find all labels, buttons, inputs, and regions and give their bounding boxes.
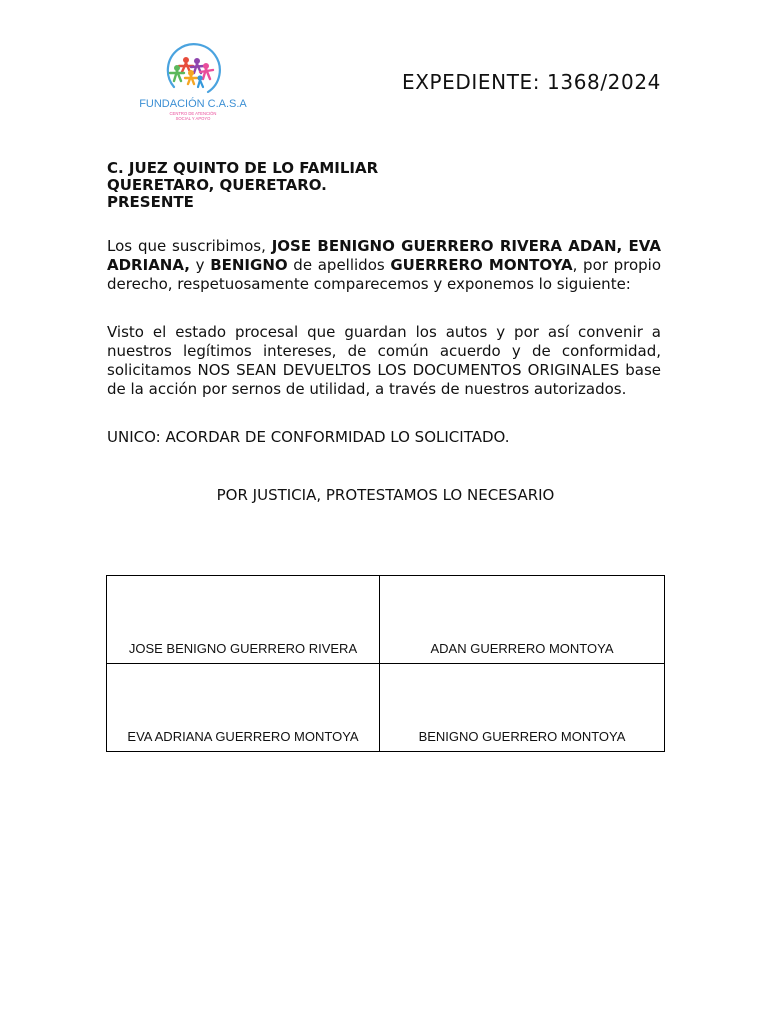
intro-text-1: Los que suscribimos, (107, 237, 272, 255)
intro-surnames: GUERRERO MONTOYA (390, 256, 573, 274)
logo-tagline-line2: SOCIAL Y APOYO (175, 116, 211, 121)
addressee-line-2: QUERETARO, QUERETARO. (107, 176, 327, 194)
intro-names-bold: JOSE BENIGNO GUERRERO RIVERA ADAN, EVA ADRIANA, (107, 237, 661, 274)
signature-row (107, 664, 665, 752)
signature-cell-jose-benigno: JOSE BENIGNO GUERRERO RIVERA (107, 576, 380, 664)
signature-cell-eva-adriana: EVA ADRIANA GUERRERO MONTOYA (107, 664, 380, 752)
signature-table (106, 575, 665, 752)
logo-name: FUNDACIÓN C.A.S.A (139, 98, 247, 110)
closing-statement: POR JUSTICIA, PROTESTAMOS LO NECESARIO (216, 486, 555, 504)
intro-text-4: , por propio derecho, respetuosamente comparecemos y exponemos lo siguiente: (107, 256, 661, 293)
request-paragraph: Visto el estado procesal que guardan los autos y por así convenir a nuestros legítimos intereses, de común acuerdo y de conformidad, solicitamos NOS SEAN DEVUELTOS LOS DOCUMENTOS ORIGINALES base de la acción por sernos de utilidad, a través de nuestros autorizados. (107, 323, 661, 398)
signature-cell-benigno: BENIGNO GUERRERO MONTOYA (380, 664, 665, 752)
foundation-logo (134, 42, 260, 126)
intro-name-benigno: BENIGNO (210, 256, 288, 274)
intro-paragraph (107, 237, 661, 294)
signature-row (107, 576, 665, 664)
intro-text-2: y (189, 256, 211, 274)
addressee-line-3: PRESENTE (107, 193, 194, 211)
case-number: EXPEDIENTE: 1368/2024 (401, 70, 661, 94)
addressee-line-1: C. JUEZ QUINTO DE LO FAMILIAR (107, 159, 379, 177)
intro-text-3: de apellidos (287, 256, 391, 274)
addressee-block (107, 160, 378, 211)
signature-cell-adan: ADAN GUERRERO MONTOYA (380, 576, 665, 664)
resolution-paragraph: UNICO: ACORDAR DE CONFORMIDAD LO SOLICITADO. (107, 428, 510, 446)
logo-tagline-line1: CENTRO DE ATENCIÓN (169, 111, 217, 116)
